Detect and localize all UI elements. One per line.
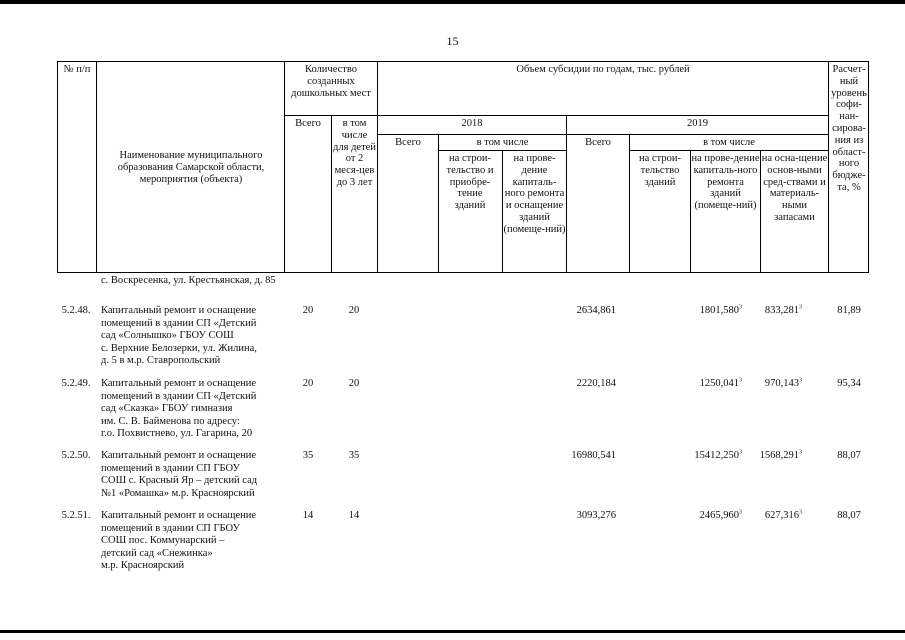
equipment-2019-value: 1568,291 bbox=[759, 450, 799, 461]
places-total: 20 bbox=[302, 305, 314, 316]
row-name-line: Капитальный ремонт и оснащение bbox=[101, 305, 257, 316]
row-name-line: Капитальный ремонт и оснащение bbox=[101, 450, 257, 461]
total-2019: 16980,541 bbox=[571, 450, 616, 461]
row-sep-4 bbox=[629, 150, 828, 151]
footnote-mark: 3 bbox=[739, 377, 742, 384]
row-sep-3 bbox=[438, 150, 566, 151]
places-total: 14 bbox=[302, 510, 314, 521]
row-name-line: помещений в здании СП ГБОУ bbox=[101, 522, 240, 534]
row-name-line: СОШ пос. Коммунарский – bbox=[101, 535, 225, 546]
repair-2019 bbox=[688, 305, 742, 318]
total-2019: 3093,276 bbox=[576, 510, 616, 521]
repair-2019 bbox=[688, 510, 742, 523]
header-2019-incl: в том числе bbox=[703, 137, 755, 148]
row-number: 5.2.51. bbox=[61, 510, 91, 521]
repair-2019-value: 2465,960 bbox=[699, 510, 739, 521]
footnote-mark: 3 bbox=[799, 509, 802, 516]
equipment-2019 bbox=[758, 450, 802, 463]
col-sep-8 bbox=[629, 134, 630, 272]
header-2018-repair: на прове-дение капиталь-ного ремонта и оснащение зданий (помеще-ний) bbox=[503, 153, 566, 235]
col-sep-5 bbox=[438, 134, 439, 272]
header-2019: 2019 bbox=[687, 118, 708, 129]
header-top-line bbox=[57, 61, 869, 62]
header-2019-repair: на прове-дение капиталь-ного ремонта зданий (помеще-ний) bbox=[691, 153, 760, 212]
places-children: 35 bbox=[348, 450, 360, 461]
top-border bbox=[0, 0, 905, 4]
header-no: № п/п bbox=[63, 64, 91, 75]
total-2019: 2220,184 bbox=[576, 378, 616, 389]
equipment-2019 bbox=[758, 510, 802, 523]
header-bottom-line bbox=[57, 272, 869, 273]
col-sep-11 bbox=[828, 61, 829, 272]
footnote-mark: 3 bbox=[739, 304, 742, 311]
row-name-line: СОШ с. Красный Яр – детский сад bbox=[101, 475, 258, 486]
col-sep-4 bbox=[377, 61, 378, 272]
row-name-line: помещений в здании СП «Детский bbox=[101, 390, 257, 402]
header-name: Наименование муниципального образования Самарской области, мероприятия (объекта) bbox=[117, 150, 265, 185]
places-children: 20 bbox=[348, 305, 360, 316]
equipment-2019 bbox=[758, 378, 802, 391]
row-number: 5.2.48. bbox=[61, 305, 91, 316]
footnote-mark: 3 bbox=[739, 449, 742, 456]
continuation-text: с. Воскресенка, ул. Крестьянская, д. 85 bbox=[101, 275, 276, 286]
page-number: 15 bbox=[446, 34, 459, 48]
footnote-mark: 3 bbox=[799, 304, 802, 311]
repair-2019-value: 1250,041 bbox=[699, 378, 739, 389]
header-left-line bbox=[57, 61, 58, 272]
row-name-line: Капитальный ремонт и оснащение bbox=[101, 378, 257, 389]
header-places: Количество созданных дошкольных мест bbox=[291, 64, 371, 99]
header-2018-total: Всего bbox=[395, 137, 421, 148]
row-name-line: детский сад «Снежинка» bbox=[101, 547, 213, 559]
rate: 88,07 bbox=[837, 450, 861, 461]
footnote-mark: 3 bbox=[799, 449, 802, 456]
row-name bbox=[101, 450, 283, 500]
row-name-line: м.р. Красноярский bbox=[101, 560, 185, 571]
rate: 88,07 bbox=[837, 510, 861, 521]
row-name-line: д. 5 в м.р. Ставропольский bbox=[101, 355, 221, 366]
bottom-border bbox=[0, 630, 905, 633]
rate: 95,34 bbox=[837, 378, 861, 389]
row-name-line: помещений в здании СП ГБОУ bbox=[101, 462, 240, 474]
places-total: 35 bbox=[302, 450, 314, 461]
row-name-line: №1 «Ромашка» м.р. Красноярский bbox=[101, 487, 255, 499]
row-sep-1 bbox=[284, 115, 828, 116]
row-name-line: с. Верхние Белозерки, ул. Жилина, bbox=[101, 342, 257, 354]
footnote-mark: 3 bbox=[799, 377, 802, 384]
equipment-2019-value: 833,281 bbox=[764, 305, 799, 316]
header-2019-construction: на строи-тельство зданий bbox=[639, 153, 681, 188]
row-name-line: сад «Сказка» ГБОУ гимназия bbox=[101, 403, 233, 414]
repair-2019-value: 15412,250 bbox=[694, 450, 739, 461]
col-sep-3 bbox=[331, 115, 332, 272]
row-name bbox=[101, 305, 283, 368]
repair-2019 bbox=[688, 450, 742, 463]
header-2018-construction: на строи-тельство и приобре-тение зданий bbox=[446, 153, 494, 212]
repair-2019-value: 1801,580 bbox=[699, 305, 739, 316]
row-sep-2 bbox=[377, 134, 828, 135]
row-number: 5.2.50. bbox=[61, 450, 91, 461]
col-sep-1 bbox=[96, 61, 97, 272]
places-children: 20 bbox=[348, 378, 360, 389]
total-2019: 2634,861 bbox=[576, 305, 616, 316]
row-name bbox=[101, 510, 283, 573]
header-2018: 2018 bbox=[461, 118, 483, 129]
equipment-2019-value: 627,316 bbox=[764, 510, 799, 521]
row-name-line: Капитальный ремонт и оснащение bbox=[101, 510, 257, 521]
places-total: 20 bbox=[302, 378, 314, 389]
places-children: 14 bbox=[348, 510, 360, 521]
footnote-mark: 3 bbox=[739, 509, 742, 516]
row-number: 5.2.49. bbox=[61, 378, 91, 389]
row-name bbox=[101, 378, 283, 441]
header-places-total: Всего bbox=[295, 118, 321, 129]
header-places-children: в том числе для детей от 2 меся-цев до 3 лет bbox=[333, 118, 376, 188]
header-2018-incl: в том числе bbox=[476, 137, 529, 148]
equipment-2019-value: 970,143 bbox=[764, 378, 799, 389]
row-name-line: им. С. В. Байменова по адресу: bbox=[101, 415, 240, 427]
col-sep-2 bbox=[284, 61, 285, 272]
row-name-line: г.о. Похвистнево, ул. Гагарина, 20 bbox=[101, 428, 253, 439]
repair-2019 bbox=[688, 378, 742, 391]
header-right-line bbox=[868, 61, 869, 272]
rate: 81,89 bbox=[837, 305, 861, 316]
header-2019-equipment: на осна-щение основ-ными сред-ствами и материаль-ными запасами bbox=[761, 153, 828, 223]
row-name-line: помещений в здании СП «Детский bbox=[101, 317, 257, 329]
header-rate: Расчет-ный уровень софи-нан-сирова-ния из област-ного бюдже-та, % bbox=[831, 64, 867, 193]
equipment-2019 bbox=[758, 305, 802, 318]
header-2019-total: Всего bbox=[585, 137, 611, 148]
header-subsidy: Объем субсидии по годам, тыс. рублей bbox=[516, 64, 690, 75]
row-name-line: сад «Солнышко» ГБОУ СОШ bbox=[101, 330, 234, 341]
